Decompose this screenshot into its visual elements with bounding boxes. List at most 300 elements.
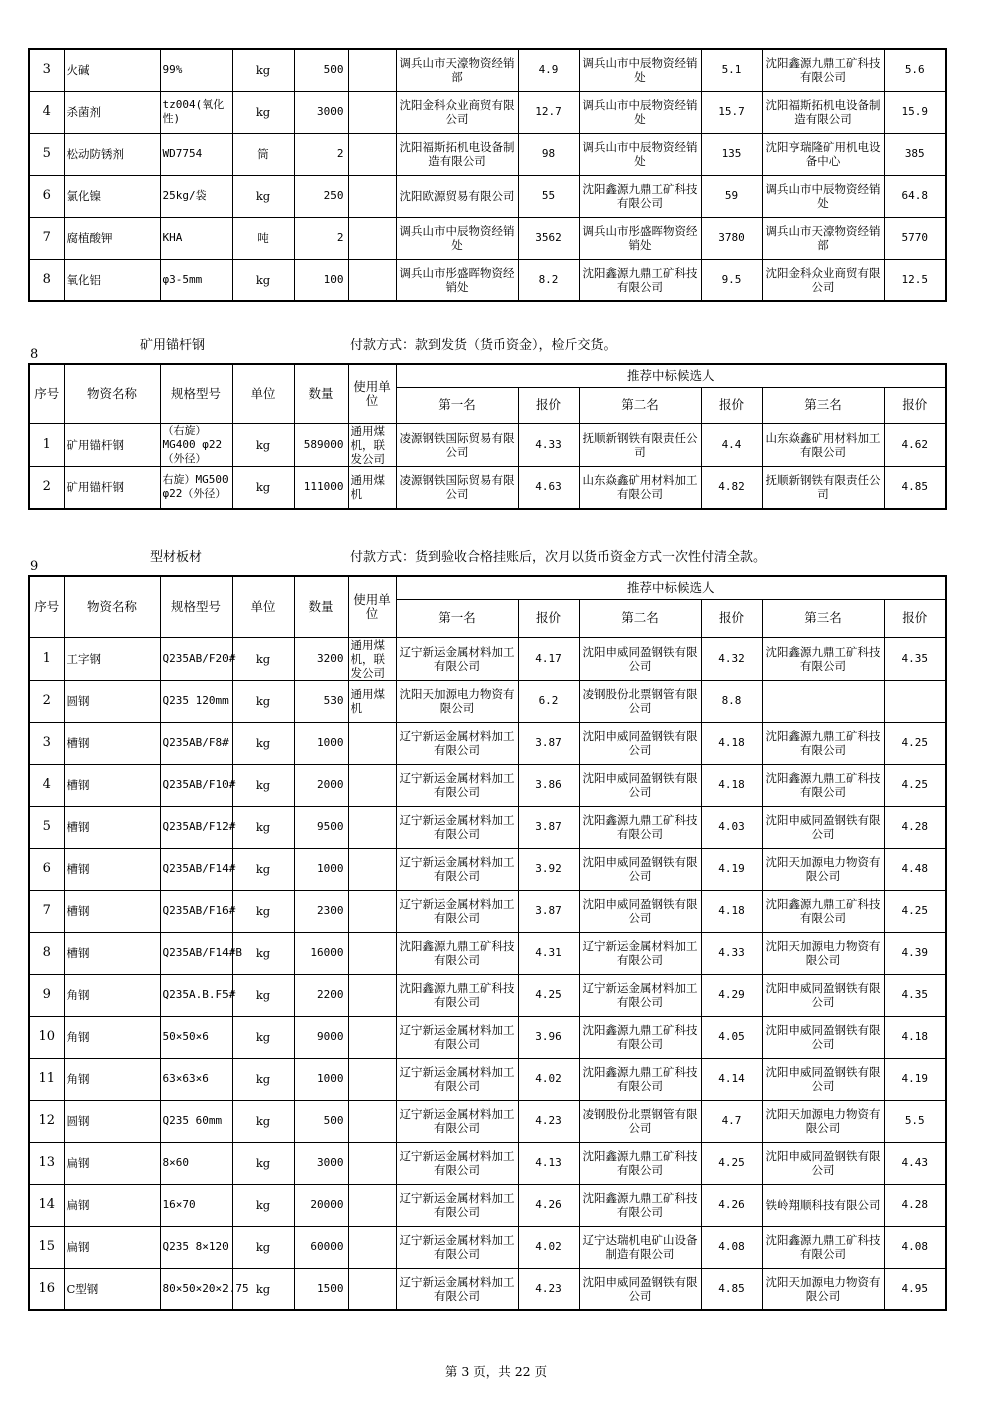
cell-unit: kg xyxy=(232,1184,294,1226)
cell-qty: 2 xyxy=(294,217,348,259)
cell-spec: 右旋）MG500 φ22（外径） xyxy=(160,466,232,509)
cell-c1: 调兵山市彤盛晖物资经销处 xyxy=(396,259,518,301)
table-row xyxy=(29,49,946,91)
cell-name: 扁钢 xyxy=(64,1184,160,1226)
cell-spec: tz004(氧化性) xyxy=(160,91,232,133)
cell-p2: 4.85 xyxy=(701,1268,762,1310)
cell-use: 通用煤机 xyxy=(348,680,396,722)
cell-spec: KHA xyxy=(160,217,232,259)
cell-name: 槽钢 xyxy=(64,848,160,890)
cell-spec: Q235AB/F14# xyxy=(160,848,232,890)
table-row xyxy=(29,1016,946,1058)
cell-c2: 辽宁新运金属材料加工有限公司 xyxy=(579,974,701,1016)
cell-name: 角钢 xyxy=(64,974,160,1016)
table-row xyxy=(29,133,946,175)
cell-name: 氧化铝 xyxy=(64,259,160,301)
cell-no: 3 xyxy=(29,49,64,91)
cell-p3: 4.43 xyxy=(884,1142,946,1184)
cell-p1: 4.23 xyxy=(518,1100,579,1142)
cell-spec: Q235AB/F8# xyxy=(160,722,232,764)
cell-unit: kg xyxy=(232,722,294,764)
cell-unit: kg xyxy=(232,848,294,890)
cell-p1: 4.31 xyxy=(518,932,579,974)
cell-p2: 4.32 xyxy=(701,637,762,680)
cell-p3: 4.62 xyxy=(884,423,946,466)
cell-spec: WD7754 xyxy=(160,133,232,175)
cell-spec: （右旋）MG400 φ22（外径） xyxy=(160,423,232,466)
cell-spec: φ3-5mm xyxy=(160,259,232,301)
cell-p1: 3.87 xyxy=(518,806,579,848)
header-first: 第一名 xyxy=(396,387,518,423)
cell-p2: 4.18 xyxy=(701,764,762,806)
cell-p1: 4.13 xyxy=(518,1142,579,1184)
cell-c3: 沈阳天加源电力物资有限公司 xyxy=(762,1100,884,1142)
cell-name: 槽钢 xyxy=(64,932,160,974)
cell-name: 火碱 xyxy=(64,49,160,91)
table-row xyxy=(29,722,946,764)
cell-c2: 沈阳鑫源九鼎工矿科技有限公司 xyxy=(579,1016,701,1058)
cell-c2: 沈阳申威同盈钢铁有限公司 xyxy=(579,637,701,680)
cell-c3: 沈阳金科众业商贸有限公司 xyxy=(762,259,884,301)
header-price-1: 报价 xyxy=(518,599,579,637)
cell-name: 角钢 xyxy=(64,1016,160,1058)
cell-c1: 辽宁新运金属材料加工有限公司 xyxy=(396,890,518,932)
cell-spec: 8×60 xyxy=(160,1142,232,1184)
cell-c2: 沈阳申威同盈钢铁有限公司 xyxy=(579,764,701,806)
cell-qty: 250 xyxy=(294,175,348,217)
cell-p2: 135 xyxy=(701,133,762,175)
cell-qty: 111000 xyxy=(294,466,348,509)
cell-spec: Q235 120mm xyxy=(160,680,232,722)
cell-p2: 15.7 xyxy=(701,91,762,133)
cell-use xyxy=(348,848,396,890)
cell-c3: 沈阳亨瑞隆矿用机电设备中心 xyxy=(762,133,884,175)
cell-unit: kg xyxy=(232,974,294,1016)
header-first: 第一名 xyxy=(396,599,518,637)
cell-no: 15 xyxy=(29,1226,64,1268)
header-use: 使用单位 xyxy=(348,576,396,637)
cell-use xyxy=(348,217,396,259)
cell-c2: 沈阳申威同盈钢铁有限公司 xyxy=(579,848,701,890)
cell-spec: Q235AB/F14#B xyxy=(160,932,232,974)
cell-p2: 4.4 xyxy=(701,423,762,466)
cell-p3: 4.28 xyxy=(884,1184,946,1226)
cell-unit: kg xyxy=(232,1058,294,1100)
section8-title: 矿用锚杆钢 xyxy=(140,338,206,353)
table-row xyxy=(29,890,946,932)
table-row xyxy=(29,1142,946,1184)
cell-c1: 辽宁新运金属材料加工有限公司 xyxy=(396,806,518,848)
cell-p2: 4.7 xyxy=(701,1100,762,1142)
cell-qty: 589000 xyxy=(294,423,348,466)
table-row xyxy=(29,175,946,217)
cell-name: 矿用锚杆钢 xyxy=(64,466,160,509)
cell-spec: Q235 60mm xyxy=(160,1100,232,1142)
cell-p1: 4.02 xyxy=(518,1058,579,1100)
cell-use xyxy=(348,1226,396,1268)
cell-no: 4 xyxy=(29,91,64,133)
cell-spec: Q235 8×120 xyxy=(160,1226,232,1268)
cell-p3: 4.18 xyxy=(884,1016,946,1058)
table-row xyxy=(29,1058,946,1100)
cell-unit: 筒 xyxy=(232,133,294,175)
cell-no: 12 xyxy=(29,1100,64,1142)
cell-unit: kg xyxy=(232,175,294,217)
section9-title: 型材板材 xyxy=(150,550,203,565)
cell-c1: 辽宁新运金属材料加工有限公司 xyxy=(396,637,518,680)
cell-spec: Q235AB/F16# xyxy=(160,890,232,932)
cell-p3: 5770 xyxy=(884,217,946,259)
cell-p2: 4.33 xyxy=(701,932,762,974)
cell-spec: 63×63×6 xyxy=(160,1058,232,1100)
cell-c3: 铁岭翔顺科技有限公司 xyxy=(762,1184,884,1226)
cell-p2: 4.25 xyxy=(701,1142,762,1184)
cell-p1: 4.33 xyxy=(518,423,579,466)
cell-name: 角钢 xyxy=(64,1058,160,1100)
cell-no: 9 xyxy=(29,974,64,1016)
cell-c3: 调兵山市中辰物资经销处 xyxy=(762,175,884,217)
cell-use: 通用煤机，联发公司 xyxy=(348,637,396,680)
cell-name: 杀菌剂 xyxy=(64,91,160,133)
header-price-2: 报价 xyxy=(701,599,762,637)
cell-p2: 59 xyxy=(701,175,762,217)
cell-c2: 调兵山市中辰物资经销处 xyxy=(579,133,701,175)
header-price-3: 报价 xyxy=(884,599,946,637)
table-section9 xyxy=(28,575,947,1311)
cell-c1: 辽宁新运金属材料加工有限公司 xyxy=(396,1184,518,1226)
cell-use xyxy=(348,1100,396,1142)
cell-no: 2 xyxy=(29,466,64,509)
cell-p3: 385 xyxy=(884,133,946,175)
cell-c1: 辽宁新运金属材料加工有限公司 xyxy=(396,1142,518,1184)
cell-p2: 4.18 xyxy=(701,722,762,764)
cell-c3: 调兵山市天濠物资经销部 xyxy=(762,217,884,259)
cell-qty: 530 xyxy=(294,680,348,722)
cell-use xyxy=(348,175,396,217)
cell-p3: 5.6 xyxy=(884,49,946,91)
cell-p2: 4.08 xyxy=(701,1226,762,1268)
cell-no: 4 xyxy=(29,764,64,806)
cell-c3: 沈阳天加源电力物资有限公司 xyxy=(762,932,884,974)
cell-c2: 调兵山市彤盛晖物资经销处 xyxy=(579,217,701,259)
cell-c1: 凌源钢铁国际贸易有限公司 xyxy=(396,466,518,509)
cell-p3: 4.08 xyxy=(884,1226,946,1268)
cell-p3: 4.35 xyxy=(884,637,946,680)
section8-number: 8 xyxy=(30,347,39,362)
cell-p2: 4.14 xyxy=(701,1058,762,1100)
cell-p3: 4.48 xyxy=(884,848,946,890)
cell-name: C型钢 xyxy=(64,1268,160,1310)
cell-use xyxy=(348,890,396,932)
cell-p3: 12.5 xyxy=(884,259,946,301)
cell-unit: kg xyxy=(232,466,294,509)
header-spec: 规格型号 xyxy=(160,576,232,637)
page-footer: 第 3 页，共 22 页 xyxy=(444,1364,548,1379)
cell-spec: Q235A.B.F5# xyxy=(160,974,232,1016)
header-name: 物资名称 xyxy=(64,364,160,423)
cell-p2: 4.82 xyxy=(701,466,762,509)
cell-no: 7 xyxy=(29,890,64,932)
cell-name: 圆钢 xyxy=(64,680,160,722)
cell-qty: 3000 xyxy=(294,1142,348,1184)
cell-c3: 山东焱鑫矿用材料加工有限公司 xyxy=(762,423,884,466)
cell-c2: 沈阳申威同盈钢铁有限公司 xyxy=(579,1268,701,1310)
header-second: 第二名 xyxy=(579,387,701,423)
cell-p2: 4.19 xyxy=(701,848,762,890)
table-row xyxy=(29,932,946,974)
cell-p1: 4.23 xyxy=(518,1268,579,1310)
cell-p3: 4.25 xyxy=(884,764,946,806)
cell-p1: 3562 xyxy=(518,217,579,259)
cell-c3: 沈阳鑫源九鼎工矿科技有限公司 xyxy=(762,1226,884,1268)
cell-p1: 6.2 xyxy=(518,680,579,722)
cell-no: 8 xyxy=(29,932,64,974)
cell-no: 1 xyxy=(29,423,64,466)
cell-name: 氯化镍 xyxy=(64,175,160,217)
cell-unit: kg xyxy=(232,890,294,932)
cell-c1: 沈阳欧源贸易有限公司 xyxy=(396,175,518,217)
header-qty: 数量 xyxy=(294,576,348,637)
cell-qty: 500 xyxy=(294,1100,348,1142)
cell-name: 松动防锈剂 xyxy=(64,133,160,175)
cell-p2: 9.5 xyxy=(701,259,762,301)
cell-qty: 100 xyxy=(294,259,348,301)
cell-c3: 沈阳申威同盈钢铁有限公司 xyxy=(762,1142,884,1184)
cell-c1: 辽宁新运金属材料加工有限公司 xyxy=(396,764,518,806)
cell-c3: 沈阳申威同盈钢铁有限公司 xyxy=(762,974,884,1016)
section8-payment: 付款方式：款到发货（货币资金），检斤交货。 xyxy=(350,338,617,353)
cell-c1: 沈阳金科众业商贸有限公司 xyxy=(396,91,518,133)
cell-qty: 2300 xyxy=(294,890,348,932)
header-no: 序号 xyxy=(29,364,64,423)
cell-p2: 4.26 xyxy=(701,1184,762,1226)
header-third: 第三名 xyxy=(762,387,884,423)
table-row xyxy=(29,764,946,806)
cell-p1: 4.26 xyxy=(518,1184,579,1226)
cell-c1: 辽宁新运金属材料加工有限公司 xyxy=(396,848,518,890)
cell-c1: 辽宁新运金属材料加工有限公司 xyxy=(396,722,518,764)
cell-use xyxy=(348,1184,396,1226)
header-no: 序号 xyxy=(29,576,64,637)
cell-c2: 沈阳申威同盈钢铁有限公司 xyxy=(579,722,701,764)
cell-c3: 抚顺新钢铁有限责任公司 xyxy=(762,466,884,509)
cell-use xyxy=(348,722,396,764)
cell-c2: 抚顺新钢铁有限责任公司 xyxy=(579,423,701,466)
cell-c1: 调兵山市中辰物资经销处 xyxy=(396,217,518,259)
cell-c2: 凌钢股份北票钢管有限公司 xyxy=(579,1100,701,1142)
header-unit: 单位 xyxy=(232,364,294,423)
cell-use xyxy=(348,932,396,974)
cell-c2: 沈阳鑫源九鼎工矿科技有限公司 xyxy=(579,806,701,848)
table-row xyxy=(29,637,946,680)
cell-c3: 沈阳天加源电力物资有限公司 xyxy=(762,848,884,890)
cell-use xyxy=(348,259,396,301)
cell-c3: 沈阳鑫源九鼎工矿科技有限公司 xyxy=(762,637,884,680)
cell-c2: 沈阳鑫源九鼎工矿科技有限公司 xyxy=(579,1142,701,1184)
cell-p1: 3.96 xyxy=(518,1016,579,1058)
cell-qty: 1000 xyxy=(294,1058,348,1100)
table-row xyxy=(29,974,946,1016)
cell-c1: 沈阳鑫源九鼎工矿科技有限公司 xyxy=(396,974,518,1016)
cell-p1: 4.02 xyxy=(518,1226,579,1268)
cell-qty: 16000 xyxy=(294,932,348,974)
cell-no: 10 xyxy=(29,1016,64,1058)
cell-no: 14 xyxy=(29,1184,64,1226)
cell-p3: 5.5 xyxy=(884,1100,946,1142)
cell-p3: 4.95 xyxy=(884,1268,946,1310)
cell-c2: 调兵山市中辰物资经销处 xyxy=(579,49,701,91)
cell-c3: 沈阳鑫源九鼎工矿科技有限公司 xyxy=(762,49,884,91)
table-row xyxy=(29,1268,946,1310)
header-spec: 规格型号 xyxy=(160,364,232,423)
cell-p1: 3.87 xyxy=(518,890,579,932)
cell-c1: 沈阳福斯拓机电设备制造有限公司 xyxy=(396,133,518,175)
cell-c3: 沈阳鑫源九鼎工矿科技有限公司 xyxy=(762,764,884,806)
cell-p1: 3.87 xyxy=(518,722,579,764)
cell-no: 5 xyxy=(29,806,64,848)
cell-unit: kg xyxy=(232,680,294,722)
cell-name: 扁钢 xyxy=(64,1142,160,1184)
cell-p1: 8.2 xyxy=(518,259,579,301)
cell-use xyxy=(348,806,396,848)
cell-unit: kg xyxy=(232,806,294,848)
cell-no: 5 xyxy=(29,133,64,175)
cell-name: 腐植酸钾 xyxy=(64,217,160,259)
cell-no: 8 xyxy=(29,259,64,301)
cell-no: 3 xyxy=(29,722,64,764)
cell-c1: 辽宁新运金属材料加工有限公司 xyxy=(396,1016,518,1058)
table-row xyxy=(29,423,946,466)
table-row xyxy=(29,217,946,259)
table-row xyxy=(29,259,946,301)
cell-c2: 沈阳申威同盈钢铁有限公司 xyxy=(579,890,701,932)
cell-p2: 3780 xyxy=(701,217,762,259)
cell-use: 通用煤机 xyxy=(348,466,396,509)
cell-p1: 4.25 xyxy=(518,974,579,1016)
cell-qty: 9500 xyxy=(294,806,348,848)
cell-qty: 2000 xyxy=(294,764,348,806)
cell-name: 扁钢 xyxy=(64,1226,160,1268)
cell-c2: 山东焱鑫矿用材料加工有限公司 xyxy=(579,466,701,509)
table-row xyxy=(29,848,946,890)
cell-p3: 4.19 xyxy=(884,1058,946,1100)
cell-unit: kg xyxy=(232,423,294,466)
cell-no: 7 xyxy=(29,217,64,259)
section9-payment: 付款方式：货到验收合格挂账后，次月以货币资金方式一次性付清全款。 xyxy=(350,550,767,565)
cell-unit: kg xyxy=(232,764,294,806)
header-qty: 数量 xyxy=(294,364,348,423)
table-row xyxy=(29,1226,946,1268)
cell-use xyxy=(348,1268,396,1310)
cell-unit: kg xyxy=(232,1268,294,1310)
cell-c2: 调兵山市中辰物资经销处 xyxy=(579,91,701,133)
header-unit: 单位 xyxy=(232,576,294,637)
cell-spec: Q235AB/F12# xyxy=(160,806,232,848)
header-use: 使用单位 xyxy=(348,364,396,423)
cell-spec: Q235AB/F20# xyxy=(160,637,232,680)
cell-unit: kg xyxy=(232,637,294,680)
cell-spec: 99% xyxy=(160,49,232,91)
cell-c2: 沈阳鑫源九鼎工矿科技有限公司 xyxy=(579,1184,701,1226)
table-row xyxy=(29,680,946,722)
cell-qty: 2200 xyxy=(294,974,348,1016)
cell-p3: 64.8 xyxy=(884,175,946,217)
cell-name: 矿用锚杆钢 xyxy=(64,423,160,466)
cell-use xyxy=(348,1016,396,1058)
cell-c3: 沈阳申威同盈钢铁有限公司 xyxy=(762,806,884,848)
cell-qty: 1500 xyxy=(294,1268,348,1310)
cell-name: 工字钢 xyxy=(64,637,160,680)
cell-c2: 沈阳鑫源九鼎工矿科技有限公司 xyxy=(579,175,701,217)
table-row xyxy=(29,806,946,848)
cell-p3: 4.28 xyxy=(884,806,946,848)
cell-unit: 吨 xyxy=(232,217,294,259)
cell-c3 xyxy=(762,680,884,722)
cell-p2: 8.8 xyxy=(701,680,762,722)
cell-qty: 3200 xyxy=(294,637,348,680)
cell-p1: 55 xyxy=(518,175,579,217)
cell-spec: Q235AB/F10# xyxy=(160,764,232,806)
cell-spec: 50×50×6 xyxy=(160,1016,232,1058)
table-row xyxy=(29,466,946,509)
cell-c1: 辽宁新运金属材料加工有限公司 xyxy=(396,1268,518,1310)
cell-p1: 3.92 xyxy=(518,848,579,890)
cell-name: 槽钢 xyxy=(64,890,160,932)
table-row xyxy=(29,1184,946,1226)
cell-p3 xyxy=(884,680,946,722)
cell-spec: 25kg/袋 xyxy=(160,175,232,217)
cell-use xyxy=(348,91,396,133)
cell-p1: 12.7 xyxy=(518,91,579,133)
cell-unit: kg xyxy=(232,1100,294,1142)
cell-use xyxy=(348,764,396,806)
cell-unit: kg xyxy=(232,259,294,301)
cell-p1: 4.63 xyxy=(518,466,579,509)
header-recommend: 推荐中标候选人 xyxy=(396,576,946,599)
cell-use xyxy=(348,1142,396,1184)
cell-qty: 2 xyxy=(294,133,348,175)
cell-p3: 4.25 xyxy=(884,890,946,932)
cell-c1: 辽宁新运金属材料加工有限公司 xyxy=(396,1058,518,1100)
cell-no: 6 xyxy=(29,175,64,217)
cell-p2: 5.1 xyxy=(701,49,762,91)
cell-qty: 60000 xyxy=(294,1226,348,1268)
cell-c2: 沈阳鑫源九鼎工矿科技有限公司 xyxy=(579,1058,701,1100)
table-row xyxy=(29,91,946,133)
cell-p3: 4.25 xyxy=(884,722,946,764)
cell-c1: 辽宁新运金属材料加工有限公司 xyxy=(396,1226,518,1268)
cell-c1: 沈阳鑫源九鼎工矿科技有限公司 xyxy=(396,932,518,974)
cell-c3: 沈阳申威同盈钢铁有限公司 xyxy=(762,1016,884,1058)
cell-c2: 辽宁达瑞机电矿山设备制造有限公司 xyxy=(579,1226,701,1268)
cell-no: 13 xyxy=(29,1142,64,1184)
cell-unit: kg xyxy=(232,932,294,974)
cell-c3: 沈阳天加源电力物资有限公司 xyxy=(762,1268,884,1310)
cell-qty: 500 xyxy=(294,49,348,91)
cell-p1: 3.86 xyxy=(518,764,579,806)
cell-p3: 4.39 xyxy=(884,932,946,974)
cell-c2: 凌钢股份北票钢管有限公司 xyxy=(579,680,701,722)
cell-p2: 4.03 xyxy=(701,806,762,848)
cell-unit: kg xyxy=(232,1142,294,1184)
header-price-3: 报价 xyxy=(884,387,946,423)
cell-use xyxy=(348,49,396,91)
header-second: 第二名 xyxy=(579,599,701,637)
cell-p3: 4.35 xyxy=(884,974,946,1016)
header-price-2: 报价 xyxy=(701,387,762,423)
cell-p1: 4.9 xyxy=(518,49,579,91)
cell-c3: 沈阳鑫源九鼎工矿科技有限公司 xyxy=(762,722,884,764)
